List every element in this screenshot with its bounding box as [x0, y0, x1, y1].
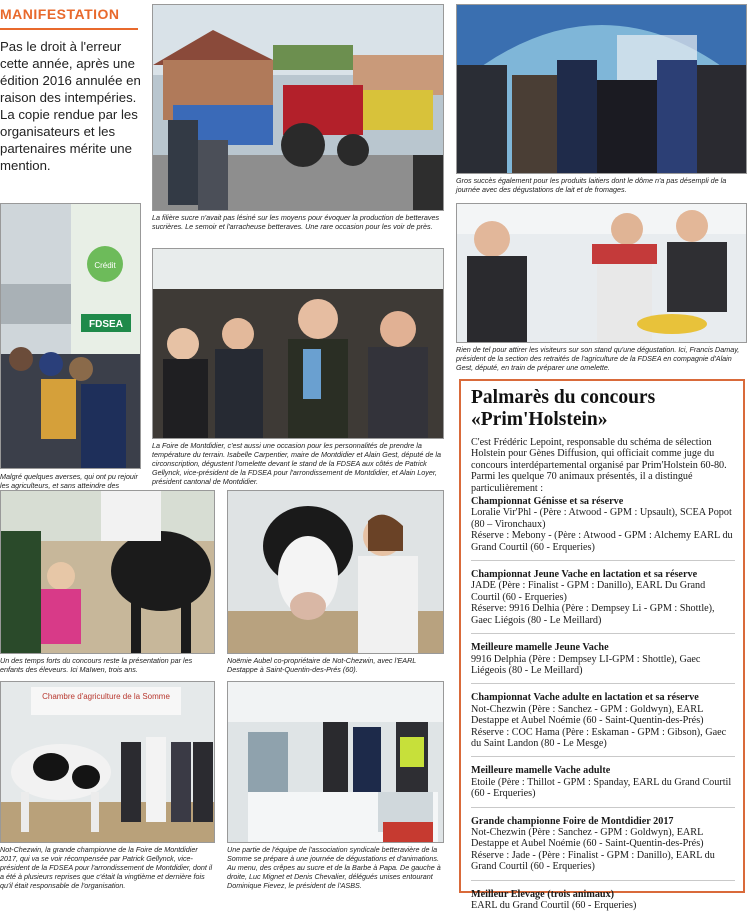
- award-heading: Meilleure mamelle Jeune Vache: [471, 642, 609, 654]
- award-section: [471, 642, 735, 676]
- award-heading: Grande championne Foire de Montdidier 2017: [471, 815, 674, 827]
- photo-dairy-dome: [456, 4, 747, 174]
- palmares-lead: C'est Frédéric Lepoint, responsable du schéma de sélection Holstein pour Gènes Diffusion, qui officiait comme juge du concours interdépartemental organisé par Prim'Holstein 60-80.: [471, 437, 727, 471]
- photo-officials-tasting: [152, 248, 444, 439]
- divider: [471, 807, 735, 808]
- award-line: Not-Chezwin (Père : Sanchez - GPM : Goldwyn), EARL Destappe et Aubel Noémie (60 - Saint-Quentin-des-Prés): [471, 826, 704, 850]
- award-line: Réserve : Mebony - (Père : Atwood - GPM : Alchemy EARL du Grand Courtil (60 - Erqueries): [471, 530, 733, 553]
- award-line: Réserve: 9916 Delhia (Père : Dempsey Li - GPM : Shottle), Gaec Liégois (80 - Le Meillard): [471, 603, 715, 626]
- divider: [471, 880, 735, 881]
- award-line: Etoile (Père : Thillot - GPM : Spanday, EARL du Grand Courtil (60 - Erqueries): [471, 776, 732, 800]
- champion-banner-text: Chambre d'agriculture de la Somme: [42, 692, 170, 701]
- caption-association: Une partie de l'équipe de l'association syndicale betteravière de la Somme se prépare à une journée de dégustations et d'animations. Au menu, des crêpes au sucre et de la Barbe à Papa. De gauche à droite, Luc Mignet et Denis Chevalier, délégués unises entourant Dominique Fievez, le président de l'ASBS.: [227, 845, 441, 890]
- divider: [471, 756, 735, 757]
- divider: [471, 560, 735, 561]
- section-tag-label: MANIFESTATION: [0, 6, 120, 22]
- caption-child-calf: Un des temps forts du concours reste la présentation par les enfants des éleveurs. Ici Maïwen, trois ans.: [0, 656, 193, 674]
- award-section: [471, 496, 735, 553]
- award-section: [471, 765, 735, 799]
- caption-officials-tasting: La Foire de Montdidier, c'est aussi une occasion pour les personnalités de prendre la température du terrain. Isabelle Carpentier, maire de Montdidier et Alain Gest, député de la circonscription, dégustent l'omelette devant le stand de la FDSEA aux côtés de Patrick Gellynck, vice-président de la FDSEA pour l'arrondissement de Montdidier, et Alain Loyer, président cantonal de Montdidier.: [152, 441, 441, 486]
- photo-champion: [0, 681, 215, 843]
- crowd-banner-text: FDSEA: [89, 319, 123, 330]
- award-heading: Championnat Génisse et sa réserve: [471, 496, 624, 508]
- photo-omelette: [456, 203, 747, 343]
- photo-child-calf: [0, 490, 215, 654]
- palmares-lead-2: Parmi les quelque 70 animaux présentés, il a distingué particulièrement :: [471, 471, 693, 494]
- award-section: [471, 816, 735, 873]
- photo-cow-owner: [227, 490, 444, 654]
- award-section: [471, 569, 735, 626]
- award-section: [471, 889, 735, 911]
- divider: [471, 633, 735, 634]
- award-line: Réserve : Jade - (Père : Finalist - GPM : Danillo), EARL du Grand Courtil (60 - Erqueries): [471, 849, 715, 873]
- intro-text: Pas le droit à l'erreur cette année, après une édition 2016 annulée en raison des intempéries. La copie rendue par les organisateurs et les partenaires mérite une mention.: [0, 39, 141, 173]
- award-line: EARL du Grand Courtil (60 - Erqueries): [471, 900, 637, 911]
- photo-association: [227, 681, 444, 843]
- award-line: Loralie Vir'Phl - (Père : Atwood - GPM : Upsault), SCEA Popot (80 – Vironchaux): [471, 507, 732, 530]
- award-heading: Meilleure mamelle Vache adulte: [471, 765, 611, 777]
- caption-cow-owner: Noëmie Aubel co-propriétaire de Not-Chezwin, avec l'EARL Destappe à Saint-Quentin-des-Prés (60).: [227, 656, 417, 674]
- section-tag: [0, 6, 138, 30]
- caption-omelette: Rien de tel pour attirer les visiteurs sur son stand qu'une dégustation. Ici, Francis Damay, président de la section des retraités de l'agriculture de la FDSEA en compagnie d'Alain Gest, député, en train de préparer une omelette.: [456, 345, 740, 372]
- caption-champion: Not-Chezwin, la grande championne de la Foire de Montdidier 2017, qui va se voir récompensée par Patrick Gellynck, vice-président de la FDSEA pour l'arrondissement de Montdidier, dont il a été à plusieurs reprises que c'était la vingtième et dernière fois qu'il était responsable de l'organisation.: [0, 845, 213, 890]
- award-heading: Championnat Vache adulte en lactation et sa réserve: [471, 692, 699, 704]
- palmares-box: [459, 379, 745, 911]
- palmares-title: Palmarès du concours «Prim'Holstein»: [471, 387, 656, 430]
- award-line: JADE (Père : Finalist - GPM : Danillo), EARL Du Grand Courtil (60 - Erqueries): [471, 580, 706, 603]
- award-line: Not-Chezwin (Père : Sanchez - GPM : Goldwyn), EARL Destappe et Aubel Noémie (60 - Saint-Quentin-des-Prés): [471, 703, 704, 727]
- award-heading: Meilleur Elevage (trois animaux): [471, 888, 615, 900]
- svg-text:Crédit: Crédit: [94, 261, 116, 270]
- award-section: [471, 692, 735, 749]
- photo-crowd: [0, 203, 141, 469]
- divider: [471, 683, 735, 684]
- caption-dairy-dome: Gros succès également pour les produits laitiers dont le dôme n'a pas désempli de la journée avec des dégustations de lait et de fromages.: [456, 176, 727, 194]
- award-line: 9916 Delphia (Père : Dempsey LI-GPM : Shottle), Gaec Liégeois (80 - Le Meillard): [471, 653, 701, 676]
- photo-machines: [152, 4, 444, 211]
- award-line: Réserve : COC Hama (Père : Eskaman - GPM : Gibson), Gaec du Saint Landon (80 - Le Mesge): [471, 726, 727, 749]
- award-heading: Championnat Jeune Vache en lactation et sa réserve: [471, 569, 698, 581]
- caption-machines: La filière sucre n'avait pas lésiné sur les moyens pour évoquer la production de betteraves sucrières. Le semoir et l'arracheuse betteraves. Une rare occasion pour les voir de près.: [152, 213, 440, 231]
- caption-crowd: Malgré quelques averses, qui ont pu rejouir les agriculteurs, et sans atteindre des: [0, 472, 138, 490]
